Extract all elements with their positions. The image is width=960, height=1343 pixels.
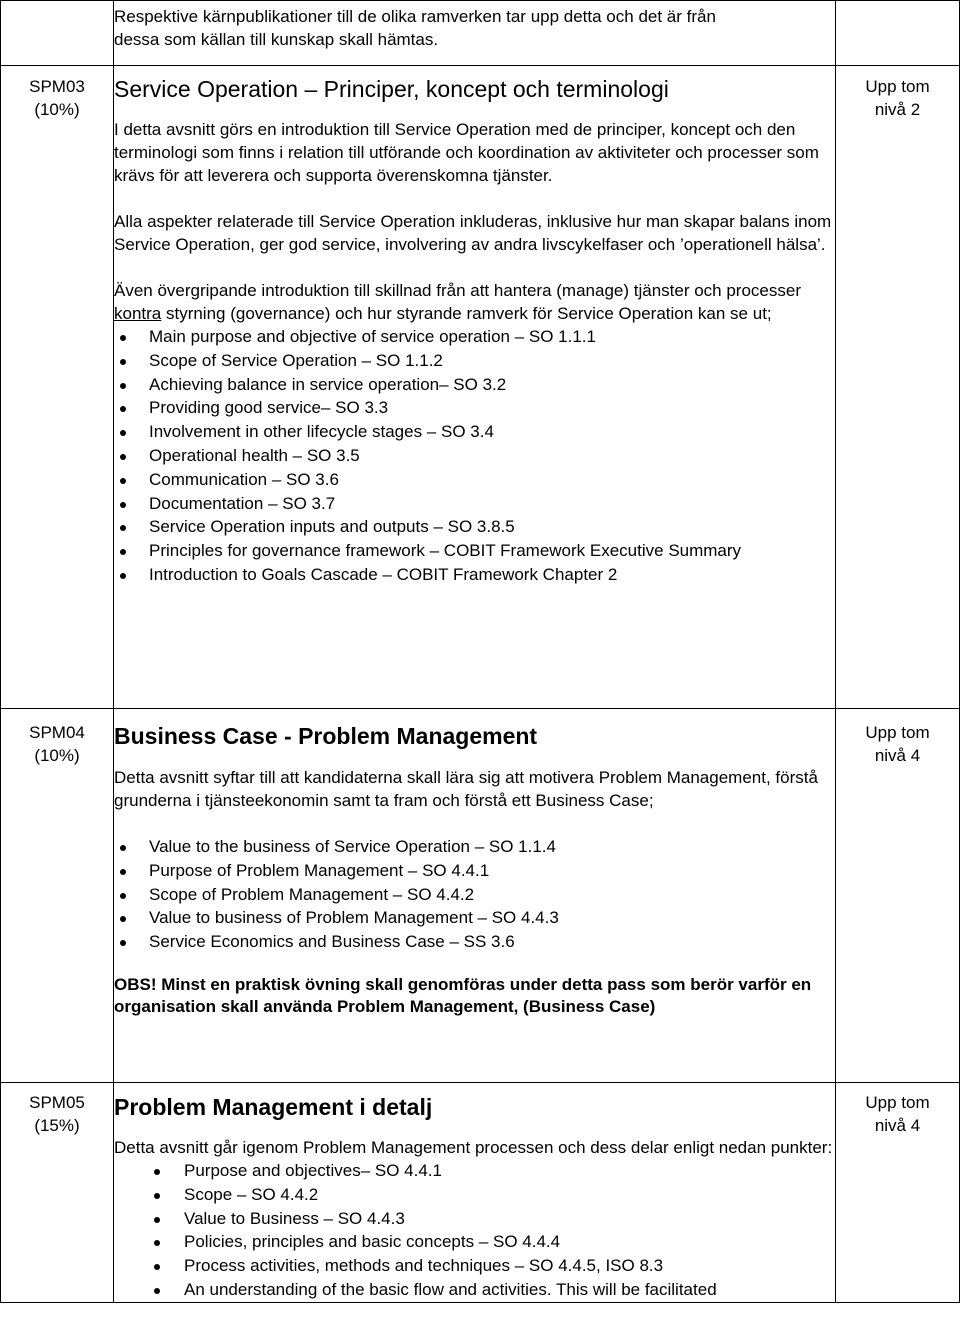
- bullet-icon: [120, 549, 126, 555]
- intro-code-cell: [1, 1, 114, 66]
- level-label: Upp tom: [865, 77, 930, 96]
- section-level-cell: [836, 1083, 960, 1303]
- section-paragraph: I detta avsnitt görs en introduktion till Service Operation med de principer, koncept och den terminologi som finns i relation till utförande och koordination av aktiviteter och processer som krävs för att leverera och supporta överenskomna tjänster.: [114, 120, 819, 185]
- list-item: Value to business of Problem Management – SO 4.4.3: [114, 906, 835, 930]
- list-item: Service Operation inputs and outputs – SO 3.8.5: [114, 515, 835, 539]
- bullet-icon: [120, 525, 126, 531]
- bullet-icon: [154, 1193, 160, 1199]
- list-item: Involvement in other lifecycle stages – SO 3.4: [114, 420, 835, 444]
- list-item: Process activities, methods and techniques – SO 4.4.5, ISO 8.3: [114, 1254, 835, 1278]
- bullet-icon: [120, 916, 126, 922]
- level-value: nivå 4: [874, 746, 921, 765]
- bullet-icon: [154, 1264, 160, 1270]
- section-weight: (10%): [34, 100, 80, 119]
- bullet-icon: [154, 1217, 160, 1223]
- bullet-icon: [120, 940, 126, 946]
- list-item: Scope of Service Operation – SO 1.1.2: [114, 349, 835, 373]
- list-item: Policies, principles and basic concepts – SO 4.4.4: [114, 1230, 835, 1254]
- bullet-icon: [120, 478, 126, 484]
- bullet-icon: [120, 502, 126, 508]
- section-paragraph: Detta avsnitt går igenom Problem Management processen och dess delar enligt nedan punkter:: [114, 1138, 833, 1157]
- bullet-icon: [120, 845, 126, 851]
- list-item: Scope of Problem Management – SO 4.4.2: [114, 883, 835, 907]
- section-weight: (10%): [34, 746, 80, 765]
- section-content-cell: [114, 1083, 836, 1303]
- list-item: Documentation – SO 3.7: [114, 492, 835, 516]
- intro-level-cell: [836, 1, 960, 66]
- list-item: Communication – SO 3.6: [114, 468, 835, 492]
- level-label: Upp tom: [865, 1093, 930, 1112]
- intro-text-line-1: Respektive kärnpublikationer till de olika ramverken tar upp detta och det är från: [114, 7, 716, 26]
- list-item: Scope – SO 4.4.2: [114, 1183, 835, 1207]
- intro-text-cell: [114, 1, 836, 66]
- reference-list: [114, 835, 835, 954]
- section-title: Business Case - Problem Management: [114, 723, 538, 749]
- list-item: An understanding of the basic flow and activities. This will be facilitated: [114, 1278, 835, 1302]
- intro-row: [1, 1, 960, 66]
- level-label: Upp tom: [865, 723, 930, 742]
- obs-note: OBS! Minst en praktisk övning skall genomföras under detta pass som berör varför en organisation skall använda Problem Management, (Business Case): [114, 974, 812, 1016]
- list-item: Introduction to Goals Cascade – COBIT Framework Chapter 2: [114, 563, 835, 587]
- bullet-icon: [154, 1240, 160, 1246]
- bullet-icon: [120, 454, 126, 460]
- section-weight: (15%): [34, 1116, 80, 1135]
- underlined-word: kontra: [114, 304, 162, 323]
- bullet-icon: [120, 573, 126, 579]
- section-paragraph-governance: Även övergripande introduktion till skillnad från att hantera (manage) tjänster och processer kontra styrning (governance) och hur styrande ramverk för Service Operation kan se ut;: [114, 281, 801, 323]
- reference-list: [114, 325, 835, 587]
- list-item: Purpose of Problem Management – SO 4.4.1: [114, 859, 835, 883]
- section-paragraph: Detta avsnitt syftar till att kandidaterna skall lära sig att motivera Problem Management, förstå grunderna i tjänsteekonomin samt ta fram och förstå ett Business Case;: [114, 768, 818, 810]
- bullet-icon: [120, 430, 126, 436]
- list-item: Operational health – SO 3.5: [114, 444, 835, 468]
- list-item: Providing good service– SO 3.3: [114, 396, 835, 420]
- section-paragraph: Alla aspekter relaterade till Service Operation inkluderas, inklusive hur man skapar balans inom Service Operation, ger god service, involvering av andra livscykelfaser och ’operationell hälsa’.: [114, 212, 832, 254]
- bullet-icon: [120, 893, 126, 899]
- bullet-icon: [120, 406, 126, 412]
- reference-list: [114, 1159, 835, 1302]
- level-value: nivå 4: [874, 1116, 921, 1135]
- bullet-icon: [120, 359, 126, 365]
- section-level-cell: [836, 709, 960, 1083]
- section-content-cell: [114, 66, 836, 709]
- list-item: Principles for governance framework – COBIT Framework Executive Summary: [114, 539, 835, 563]
- section-code: SPM03: [29, 77, 85, 96]
- section-code-cell: [1, 66, 114, 709]
- list-item: Main purpose and objective of service operation – SO 1.1.1: [114, 325, 835, 349]
- list-item: Value to the business of Service Operation – SO 1.1.4: [114, 835, 835, 859]
- level-value: nivå 2: [874, 100, 921, 119]
- bullet-icon: [120, 335, 126, 341]
- section-row-spm05: [1, 1083, 960, 1303]
- list-item: Purpose and objectives– SO 4.4.1: [114, 1159, 835, 1183]
- section-content-cell: [114, 709, 836, 1083]
- section-code-cell: [1, 709, 114, 1083]
- section-code-cell: [1, 1083, 114, 1303]
- section-code: SPM04: [29, 723, 85, 742]
- section-row-spm03: [1, 66, 960, 709]
- intro-text-line-2: dessa som källan till kunskap skall hämtas.: [114, 30, 439, 49]
- section-row-spm04: [1, 709, 960, 1083]
- section-level-cell: [836, 66, 960, 709]
- section-title: Problem Management i detalj: [114, 1094, 433, 1120]
- bullet-icon: [120, 869, 126, 875]
- section-code: SPM05: [29, 1093, 85, 1112]
- bullet-icon: [154, 1169, 160, 1175]
- section-title: Service Operation – Principer, koncept och terminologi: [114, 76, 669, 102]
- bullet-icon: [154, 1288, 160, 1294]
- list-item: Value to Business – SO 4.4.3: [114, 1207, 835, 1231]
- list-item: Achieving balance in service operation– SO 3.2: [114, 373, 835, 397]
- list-item: Service Economics and Business Case – SS 3.6: [114, 930, 835, 954]
- bullet-icon: [120, 383, 126, 389]
